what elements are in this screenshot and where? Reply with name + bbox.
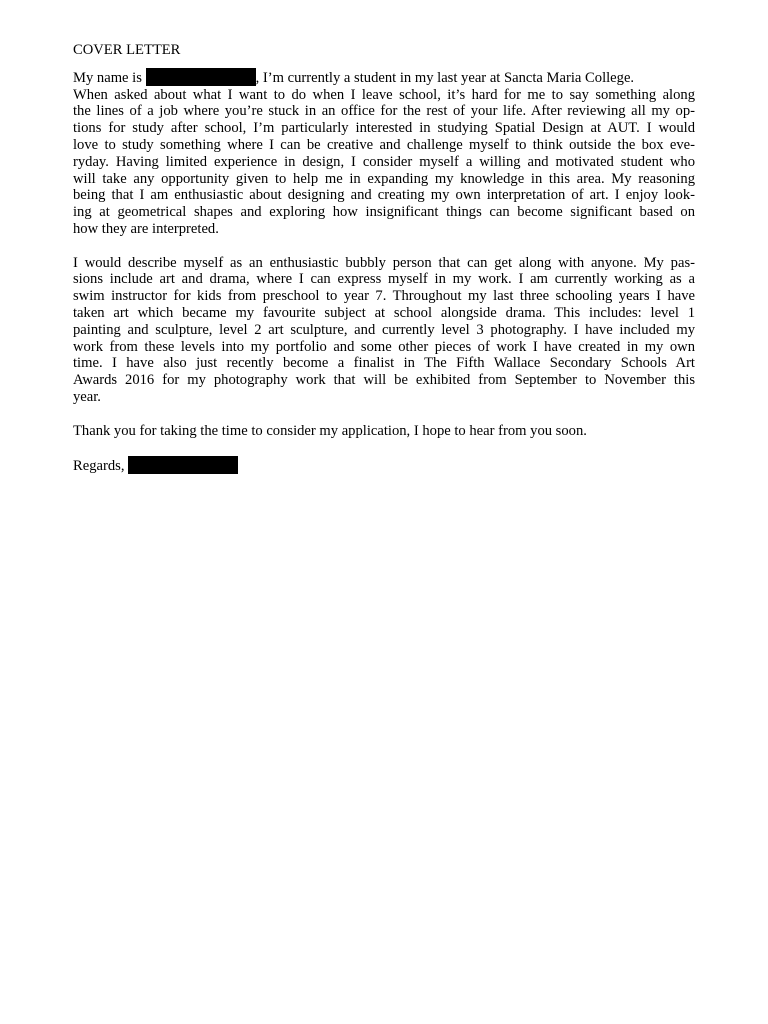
about-line: taken art which became my favourite subject at school alongside drama. This includes: level 1 <box>73 304 695 321</box>
paragraph-about-me <box>73 255 695 406</box>
about-line: year. <box>73 388 101 405</box>
closing-text: Regards, <box>73 458 125 475</box>
intro-line: tions for study after school, I’m particularly interested in studying Spatial Design at AUT. I would <box>73 120 695 137</box>
about-line: sions include art and drama, where I can express myself in my work. I am currently working as a <box>73 271 695 288</box>
intro-line: love to study something where I can be creative and challenge myself to think outside the box eve- <box>73 136 695 153</box>
intro-line: being that I am enthusiastic about designing and creating my own interpretation of art. I enjoy look- <box>73 187 695 204</box>
intro-line: the lines of a job where you’re stuck in an office for the rest of your life. After reviewing all my op- <box>73 103 695 120</box>
intro-line: ing at geometrical shapes and exploring how insignificant things can become significant based on <box>73 204 695 221</box>
letter-title: COVER LETTER <box>73 42 181 58</box>
about-line: painting and sculpture, level 2 art sculpture, and currently level 3 photography. I have included my <box>73 321 695 338</box>
intro-line: will take any opportunity given to help me in expanding my knowledge in this area. My reasoning <box>73 170 695 187</box>
paragraph-thanks <box>73 423 695 440</box>
intro-line: how they are interpreted. <box>73 220 219 237</box>
intro-first-line <box>73 68 695 87</box>
intro-line: ryday. Having limited experience in design, I consider myself a willing and motivated student who <box>73 153 695 170</box>
paragraph-intro <box>73 68 695 238</box>
redacted-signature-box <box>128 456 238 474</box>
intro-line: When asked about what I want to do when I leave school, it’s hard for me to say something along <box>73 86 695 103</box>
about-line: work from these levels into my portfolio and some other pieces of work I have created in my own <box>73 338 695 355</box>
intro-lead-text: My name is <box>73 69 142 86</box>
intro-after-name-text: , I’m currently a student in my last year at Sancta Maria College. <box>255 69 635 86</box>
cover-letter-page <box>73 42 695 475</box>
closing-line <box>73 456 695 475</box>
about-line: swim instructor for kids from preschool to year 7. Throughout my last three schooling years I have <box>73 288 695 305</box>
thanks-text: Thank you for taking the time to consider my application, I hope to hear from you soon. <box>73 422 587 439</box>
about-line: time. I have also just recently become a finalist in The Fifth Wallace Secondary Schools Art <box>73 355 695 372</box>
about-line: Awards 2016 for my photography work that will be exhibited from September to November this <box>73 372 695 389</box>
redacted-name-box <box>146 68 256 86</box>
about-line: I would describe myself as an enthusiastic bubbly person that can get along with anyone. My pas- <box>73 254 695 271</box>
